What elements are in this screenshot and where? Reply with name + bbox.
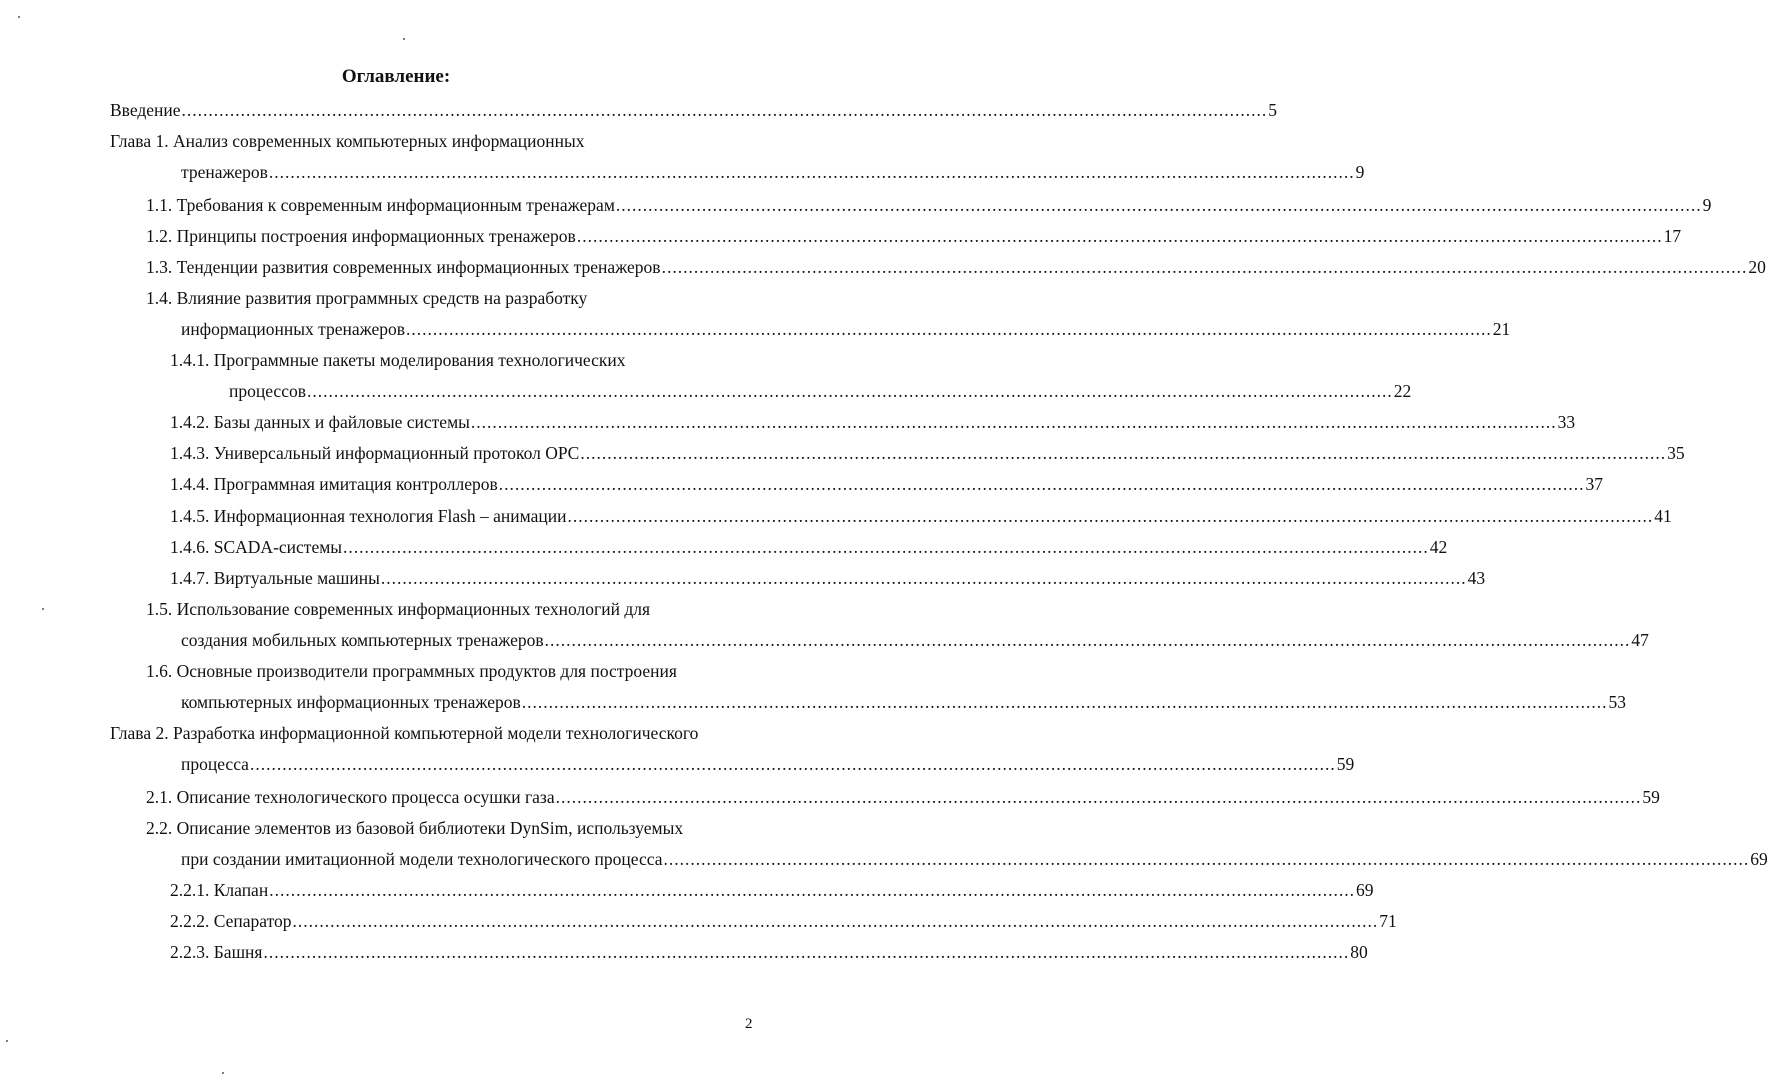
toc-entry: [110, 721, 750, 745]
toc-entry-page: 33: [1557, 412, 1576, 432]
dot-leader: ..........................................................................................................................................................................................................: [555, 787, 1642, 807]
toc-entry-title: тренажеров: [181, 162, 268, 182]
dot-leader: ..........................................................................................................................................................................................................: [470, 412, 1557, 432]
toc-entry: [170, 535, 1448, 559]
dot-leader: ..........................................................................................................................................................................................................: [661, 257, 1748, 277]
toc-entry-title: 1.3. Тенденции развития современных информационных тренажеров: [146, 257, 661, 277]
dot-leader: ..........................................................................................................................................................................................................: [615, 195, 1702, 215]
dot-leader: ..........................................................................................................................................................................................................: [249, 754, 1336, 774]
toc-entry-page: 20: [1748, 257, 1766, 277]
toc-entry-page: 21: [1492, 319, 1511, 339]
toc-entry: [110, 129, 750, 153]
toc-entry-title: 1.4.7. Виртуальные машины: [170, 568, 380, 588]
toc-entry-page: 69: [1355, 880, 1374, 900]
toc-entry-title: 1.4.4. Программная имитация контроллеров: [170, 474, 498, 494]
toc-entry: [146, 816, 750, 840]
toc-entry: [110, 98, 1278, 122]
toc-entry-page: 9: [1355, 162, 1365, 182]
toc-entry: [181, 847, 1768, 871]
toc-entry-title: 2.2. Описание элементов из базовой библиотеки DynSim, используемых: [146, 818, 684, 838]
dot-leader: ..........................................................................................................................................................................................................: [292, 911, 1379, 931]
dot-leader: ..........................................................................................................................................................................................................: [306, 381, 1393, 401]
toc-entry-title: 1.5. Использование современных информационных технологий для: [146, 599, 651, 619]
page-number: 2: [745, 1016, 753, 1032]
toc-entry-page: 69: [1750, 849, 1768, 869]
toc-entry: [170, 504, 1672, 528]
scan-speck: [222, 1072, 224, 1074]
toc-entry: [181, 317, 1511, 341]
toc-entry-title: 2.2.1. Клапан: [170, 880, 269, 900]
dot-leader: ..........................................................................................................................................................................................................: [567, 506, 1654, 526]
toc-entry: [146, 255, 1766, 279]
toc-entry-page: 71: [1379, 911, 1397, 931]
toc-entry-title: 2.2.3. Башня: [170, 942, 263, 962]
toc-entry-title: процесса: [181, 754, 249, 774]
toc-entry-page: 59: [1642, 787, 1660, 807]
toc-entry: [170, 940, 1368, 964]
toc-entry: [146, 224, 1682, 248]
dot-leader: ..........................................................................................................................................................................................................: [263, 942, 1350, 962]
toc-entry-page: 22: [1393, 381, 1412, 401]
toc-entry-title: 1.4.2. Базы данных и файловые системы: [170, 412, 470, 432]
toc-entry-page: 53: [1608, 692, 1626, 712]
dot-leader: ..........................................................................................................................................................................................................: [544, 630, 1631, 650]
toc-entry: [146, 785, 1660, 809]
toc-entry-page: 37: [1585, 474, 1603, 494]
scan-speck: [403, 38, 405, 40]
toc-entry: [146, 597, 750, 621]
toc-entry-title: при создании имитационной модели технологического процесса: [181, 849, 663, 869]
toc-entry-page: 17: [1663, 226, 1682, 246]
dot-leader: ..........................................................................................................................................................................................................: [498, 474, 1585, 494]
toc-entry-title: 1.1. Требования к современным информационным тренажерам: [146, 195, 615, 215]
toc-entry-title: Глава 1. Анализ современных компьютерных информационных: [110, 131, 585, 151]
toc-entry: [170, 878, 1374, 902]
toc-entry-title: создания мобильных компьютерных тренажеров: [181, 630, 544, 650]
toc-entry: [181, 160, 1365, 184]
dot-leader: ..........................................................................................................................................................................................................: [663, 849, 1750, 869]
toc-entry: [170, 348, 750, 372]
toc-entry: [146, 193, 1712, 217]
dot-leader: ..........................................................................................................................................................................................................: [380, 568, 1467, 588]
toc-entry: [170, 441, 1685, 465]
toc-entry: [170, 909, 1397, 933]
scan-speck: [42, 608, 44, 610]
toc-entry-title: 1.4.3. Универсальный информационный протокол OPC: [170, 443, 580, 463]
dot-leader: ..........................................................................................................................................................................................................: [580, 443, 1667, 463]
toc-entry: [146, 659, 750, 683]
toc-entry: [181, 628, 1649, 652]
toc-entry-page: 5: [1268, 100, 1278, 120]
toc-entry-title: 1.4.6. SCADA-системы: [170, 537, 343, 557]
toc-entry-title: 1.4.1. Программные пакеты моделирования технологических: [170, 350, 626, 370]
toc-entry-title: 2.1. Описание технологического процесса осушки газа: [146, 787, 555, 807]
dot-leader: ..........................................................................................................................................................................................................: [521, 692, 1608, 712]
toc-entry-page: 80: [1350, 942, 1368, 962]
toc-entry-title: 1.4. Влияние развития программных средств на разработку: [146, 288, 588, 308]
toc-entry-title: информационных тренажеров: [181, 319, 406, 339]
toc-entry-page: 47: [1631, 630, 1649, 650]
dot-leader: ..........................................................................................................................................................................................................: [181, 100, 1268, 120]
toc-entry: [181, 690, 1626, 714]
dot-leader: ..........................................................................................................................................................................................................: [268, 162, 1355, 182]
dot-leader: ..........................................................................................................................................................................................................: [406, 319, 1492, 339]
toc-entry-title: 1.6. Основные производители программных продуктов для построения: [146, 661, 677, 681]
toc-entry: [170, 410, 1576, 434]
toc-entry: [181, 752, 1355, 776]
scan-speck: [18, 16, 20, 18]
toc-entry: [170, 472, 1603, 496]
toc-entry-title: Глава 2. Разработка информационной компьютерной модели технологического: [110, 723, 699, 743]
toc-entry-page: 41: [1654, 506, 1672, 526]
dot-leader: ..........................................................................................................................................................................................................: [343, 537, 1429, 557]
toc-entry-title: Введение: [110, 100, 181, 120]
dot-leader: ..........................................................................................................................................................................................................: [269, 880, 1355, 900]
toc-entry-page: 9: [1702, 195, 1712, 215]
toc-entry: [229, 379, 1412, 403]
toc-entry-title: процессов: [229, 381, 306, 401]
page-title: Оглавление:: [341, 66, 451, 87]
toc-entry-page: 59: [1336, 754, 1355, 774]
toc-entry-page: 42: [1429, 537, 1448, 557]
dot-leader: ..........................................................................................................................................................................................................: [576, 226, 1663, 246]
toc-entry-title: 1.4.5. Информационная технология Flash – анимации: [170, 506, 567, 526]
toc-entry: [146, 286, 750, 310]
toc-entry-title: 1.2. Принципы построения информационных тренажеров: [146, 226, 576, 246]
toc-entry: [170, 566, 1486, 590]
toc-entry-page: 35: [1667, 443, 1685, 463]
scan-speck: [6, 1040, 8, 1042]
toc-entry-page: 43: [1467, 568, 1486, 588]
toc-entry-title: 2.2.2. Сепаратор: [170, 911, 292, 931]
toc-entry-title: компьютерных информационных тренажеров: [181, 692, 521, 712]
